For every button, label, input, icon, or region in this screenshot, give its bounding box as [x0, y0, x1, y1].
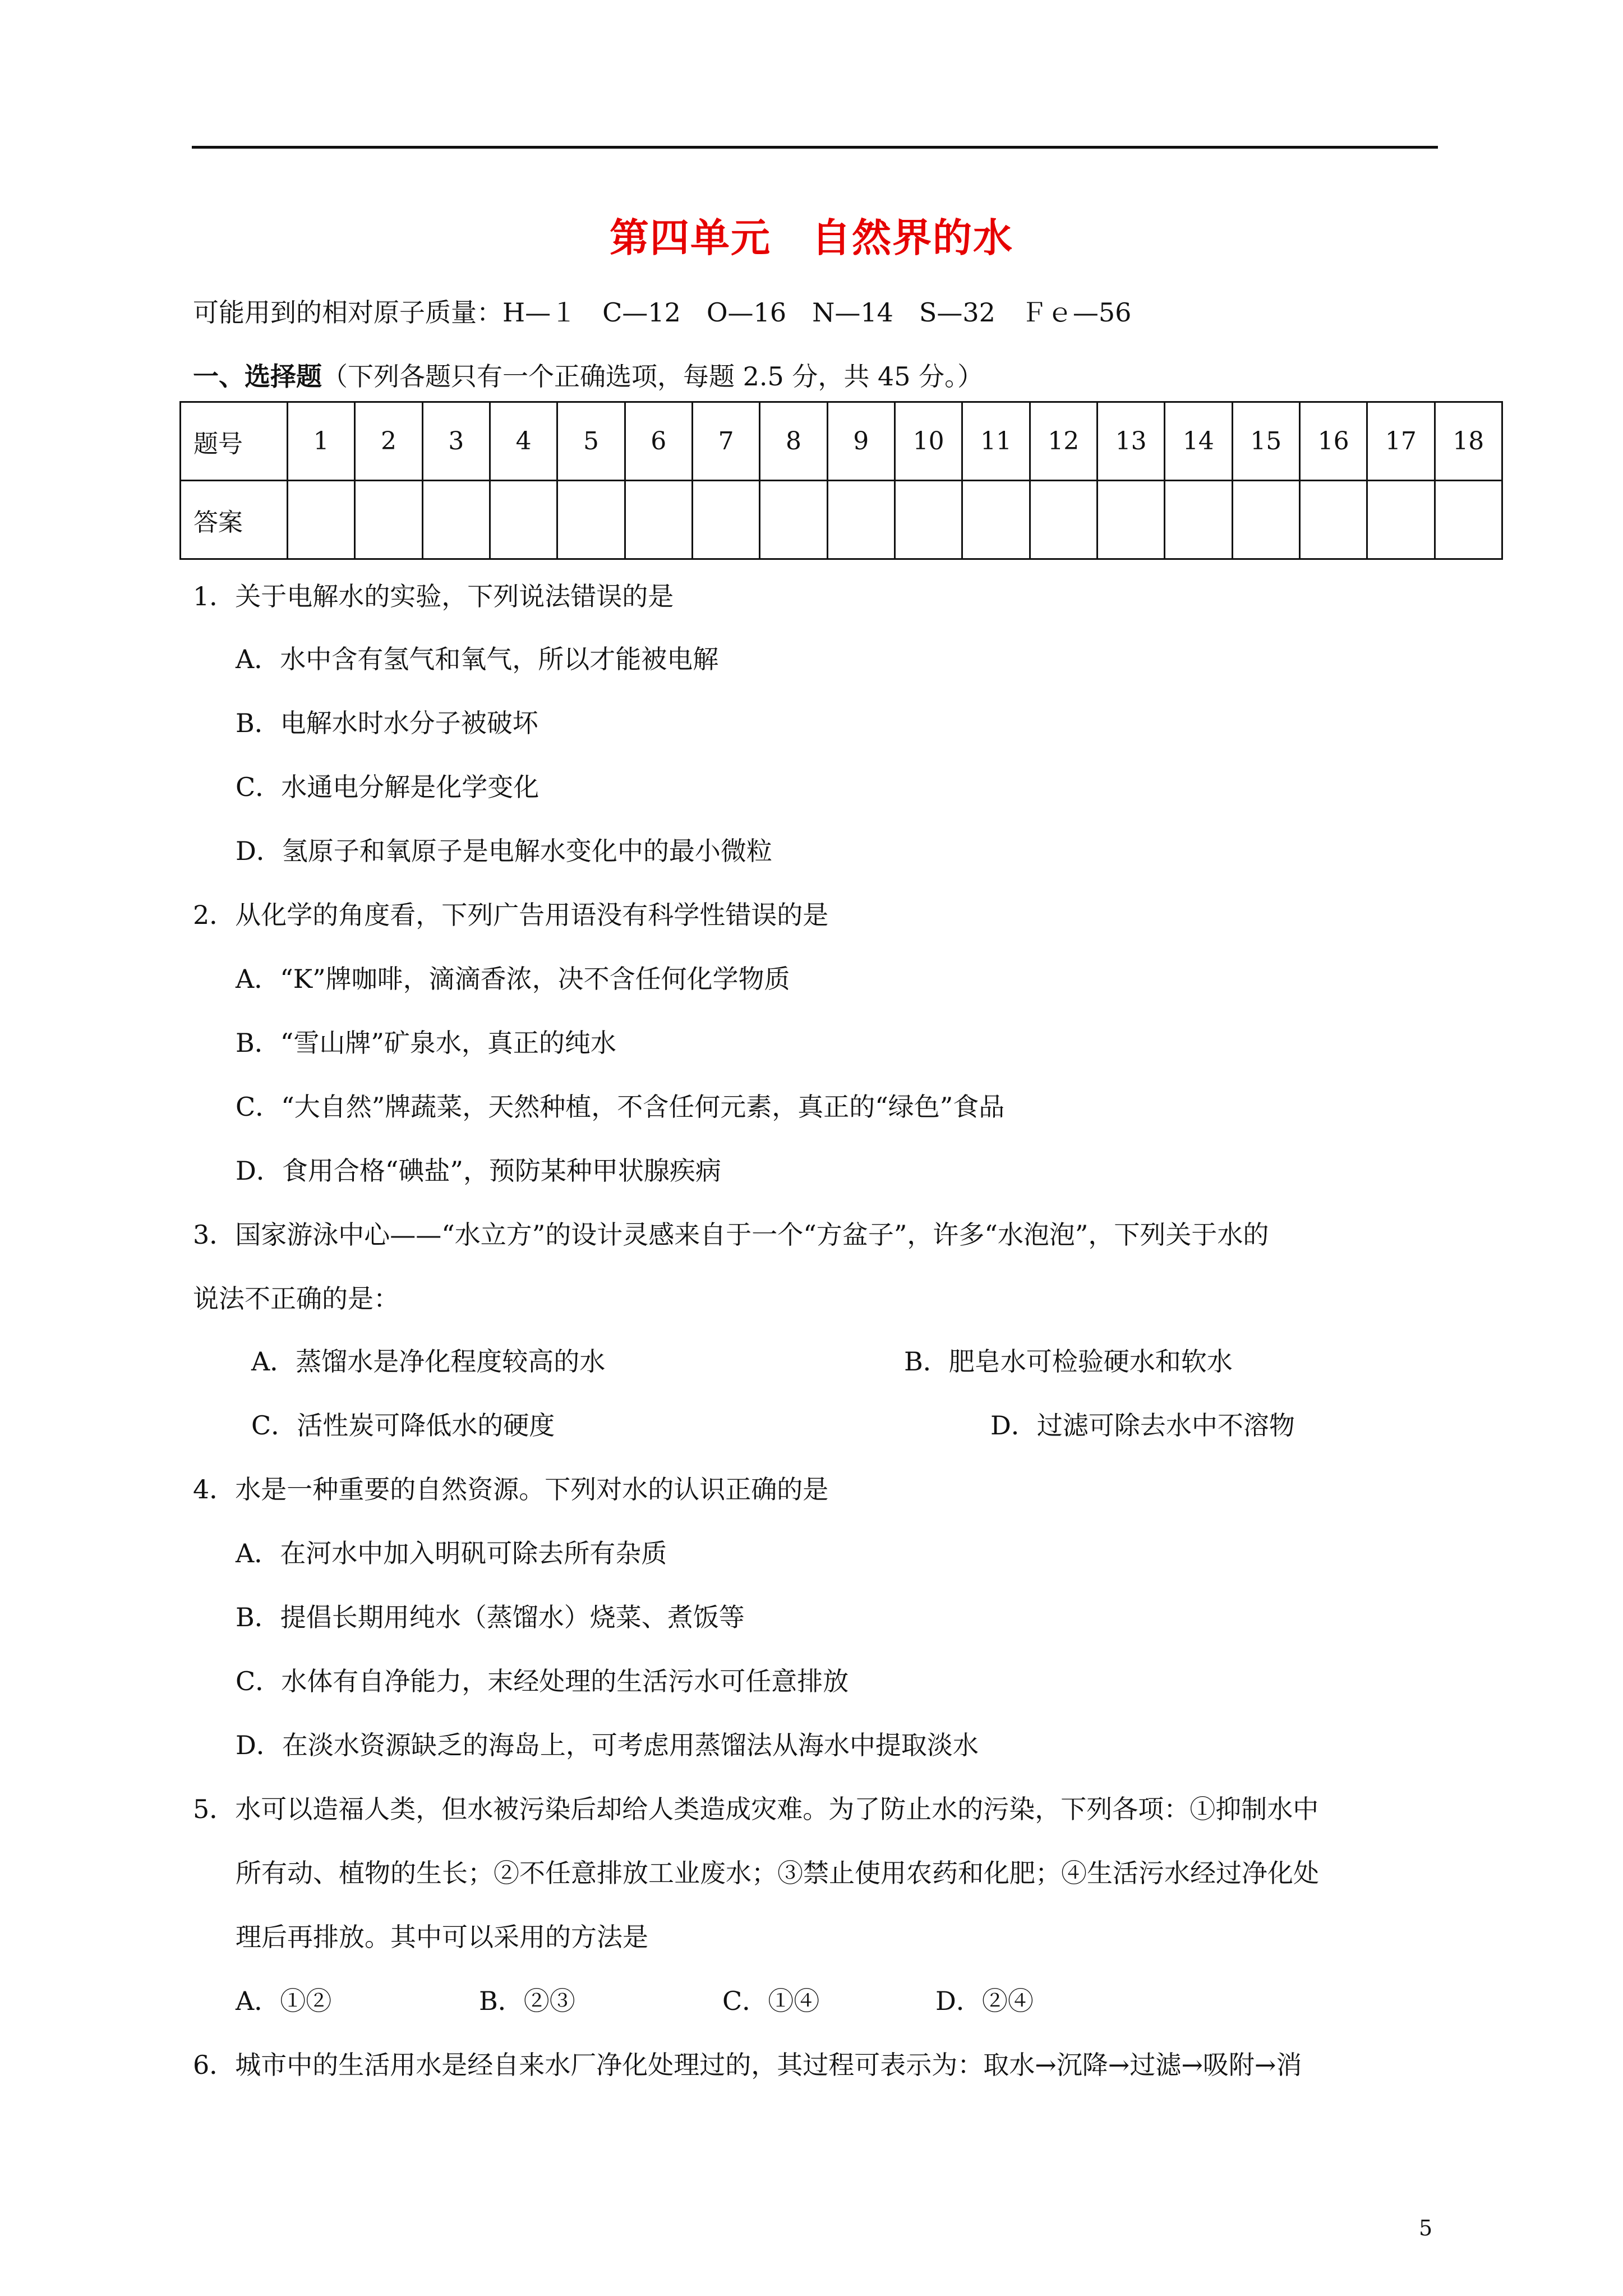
answer-cell[interactable] — [1367, 481, 1435, 559]
question-stem: 6．城市中的生活用水是经自来水厂净化处理过的，其过程可表示为：取水→沉降→过滤→吸附→消 — [193, 2050, 1302, 2080]
question-number-cell: 18 — [1435, 402, 1502, 481]
question-stem-continuation: 说法不正确的是： — [193, 1283, 399, 1314]
answer-cell[interactable] — [895, 481, 962, 559]
answer-cell[interactable] — [827, 481, 895, 559]
question-option: D．在淡水资源缺乏的海岛上，可考虑用蒸馏法从海水中提取淡水 — [236, 1730, 979, 1760]
question-number-cell: 14 — [1165, 402, 1232, 481]
answer-cell[interactable] — [557, 481, 625, 559]
question-stem: 3．国家游泳中心——“水立方”的设计灵感来自于一个“方盆子”，许多“水泡泡”，下列关于水的 — [193, 1220, 1269, 1250]
section-note: （下列各题只有一个正确选项，每题 2.5 分，共 45 分。） — [322, 361, 984, 392]
question-number-cell: 3 — [422, 402, 490, 481]
answer-cell[interactable] — [1030, 481, 1097, 559]
question-option: A．“K”牌咖啡，滴滴香浓，决不含任何化学物质 — [236, 964, 790, 994]
question-number-cell: 9 — [827, 402, 895, 481]
answer-cell[interactable] — [288, 481, 355, 559]
question-option: A．①② — [236, 1986, 332, 2016]
question-number-cell: 8 — [760, 402, 827, 481]
number-row-label: 题号 — [181, 402, 288, 481]
answer-cell[interactable] — [1435, 481, 1502, 559]
question-number-cell: 1 — [288, 402, 355, 481]
question-number-cell: 13 — [1097, 402, 1164, 481]
question-option: B．“雪山牌”矿泉水，真正的纯水 — [236, 1028, 616, 1058]
question-option: A．水中含有氢气和氧气，所以才能被电解 — [236, 644, 719, 674]
answer-row-label: 答案 — [181, 481, 288, 559]
question-number-cell: 7 — [692, 402, 759, 481]
question-stem-continuation: 理后再排放。其中可以采用的方法是 — [236, 1922, 648, 1952]
answer-cell[interactable] — [1232, 481, 1299, 559]
answer-cell[interactable] — [760, 481, 827, 559]
question-option: B．提倡长期用纯水（蒸馏水）烧菜、煮饭等 — [236, 1602, 745, 1632]
question-number-cell: 17 — [1367, 402, 1435, 481]
question-number-cell: 4 — [490, 402, 557, 481]
question-stem-continuation: 所有动、植物的生长；②不任意排放工业废水；③禁止使用农药和化肥；④生活污水经过净化处 — [236, 1858, 1319, 1888]
question-stem: 4．水是一种重要的自然资源。下列对水的认识正确的是 — [193, 1474, 829, 1504]
question-option: B．电解水时水分子被破坏 — [236, 708, 538, 738]
answer-table-number-row — [181, 402, 1502, 481]
answer-cell[interactable] — [355, 481, 422, 559]
answer-cell[interactable] — [962, 481, 1030, 559]
question-number-cell: 16 — [1299, 402, 1367, 481]
question-option: C．①④ — [722, 1986, 820, 2016]
question-option: A．蒸馏水是净化程度较高的水 — [251, 1346, 606, 1377]
page-number: 5 — [1419, 2216, 1433, 2240]
question-option: B．肥皂水可检验硬水和软水 — [904, 1346, 1233, 1377]
question-option: A．在河水中加入明矾可除去所有杂质 — [236, 1538, 667, 1568]
answer-cell[interactable] — [692, 481, 759, 559]
question-number-cell: 15 — [1232, 402, 1299, 481]
question-option: C．水通电分解是化学变化 — [236, 772, 540, 802]
question-number-cell: 10 — [895, 402, 962, 481]
answer-cell[interactable] — [422, 481, 490, 559]
question-option: C．“大自然”牌蔬菜，天然种植，不含任何元素，真正的“绿色”食品 — [236, 1092, 1005, 1122]
question-option: C．活性炭可降低水的硬度 — [251, 1410, 555, 1441]
question-option: D．②④ — [935, 1986, 1034, 2016]
answer-cell[interactable] — [1097, 481, 1164, 559]
answer-table — [179, 401, 1503, 560]
answer-table-answer-row — [181, 481, 1502, 559]
question-option: D．氢原子和氧原子是电解水变化中的最小微粒 — [236, 836, 772, 866]
answer-cell[interactable] — [625, 481, 692, 559]
answer-cell[interactable] — [1299, 481, 1367, 559]
section-heading — [193, 361, 984, 392]
page-title: 第四单元 自然界的水 — [610, 215, 1013, 261]
section-title: 一、选择题 — [193, 361, 322, 392]
question-number-cell: 11 — [962, 402, 1030, 481]
header-rule — [192, 146, 1438, 149]
question-stem: 1．关于电解水的实验，下列说法错误的是 — [193, 581, 674, 611]
question-number-cell: 12 — [1030, 402, 1097, 481]
atomic-mass-line: 可能用到的相对原子质量：H—１ C—12 O—16 N—14 S—32 Ｆｅ—56 — [193, 297, 1132, 328]
answer-cell[interactable] — [490, 481, 557, 559]
question-stem: 2．从化学的角度看，下列广告用语没有科学性错误的是 — [193, 900, 829, 930]
question-number-cell: 6 — [625, 402, 692, 481]
question-option: C．水体有自净能力，末经处理的生活污水可任意排放 — [236, 1666, 849, 1696]
question-option: B．②③ — [479, 1986, 575, 2016]
answer-cell[interactable] — [1165, 481, 1232, 559]
question-option: D．食用合格“碘盐”，预防某种甲状腺疾病 — [236, 1156, 721, 1186]
question-number-cell: 2 — [355, 402, 422, 481]
question-number-cell: 5 — [557, 402, 625, 481]
question-stem: 5．水可以造福人类，但水被污染后却给人类造成灾难。为了防止水的污染，下列各项：①抑制水中 — [193, 1794, 1319, 1824]
question-option: D．过滤可除去水中不溶物 — [990, 1410, 1295, 1441]
